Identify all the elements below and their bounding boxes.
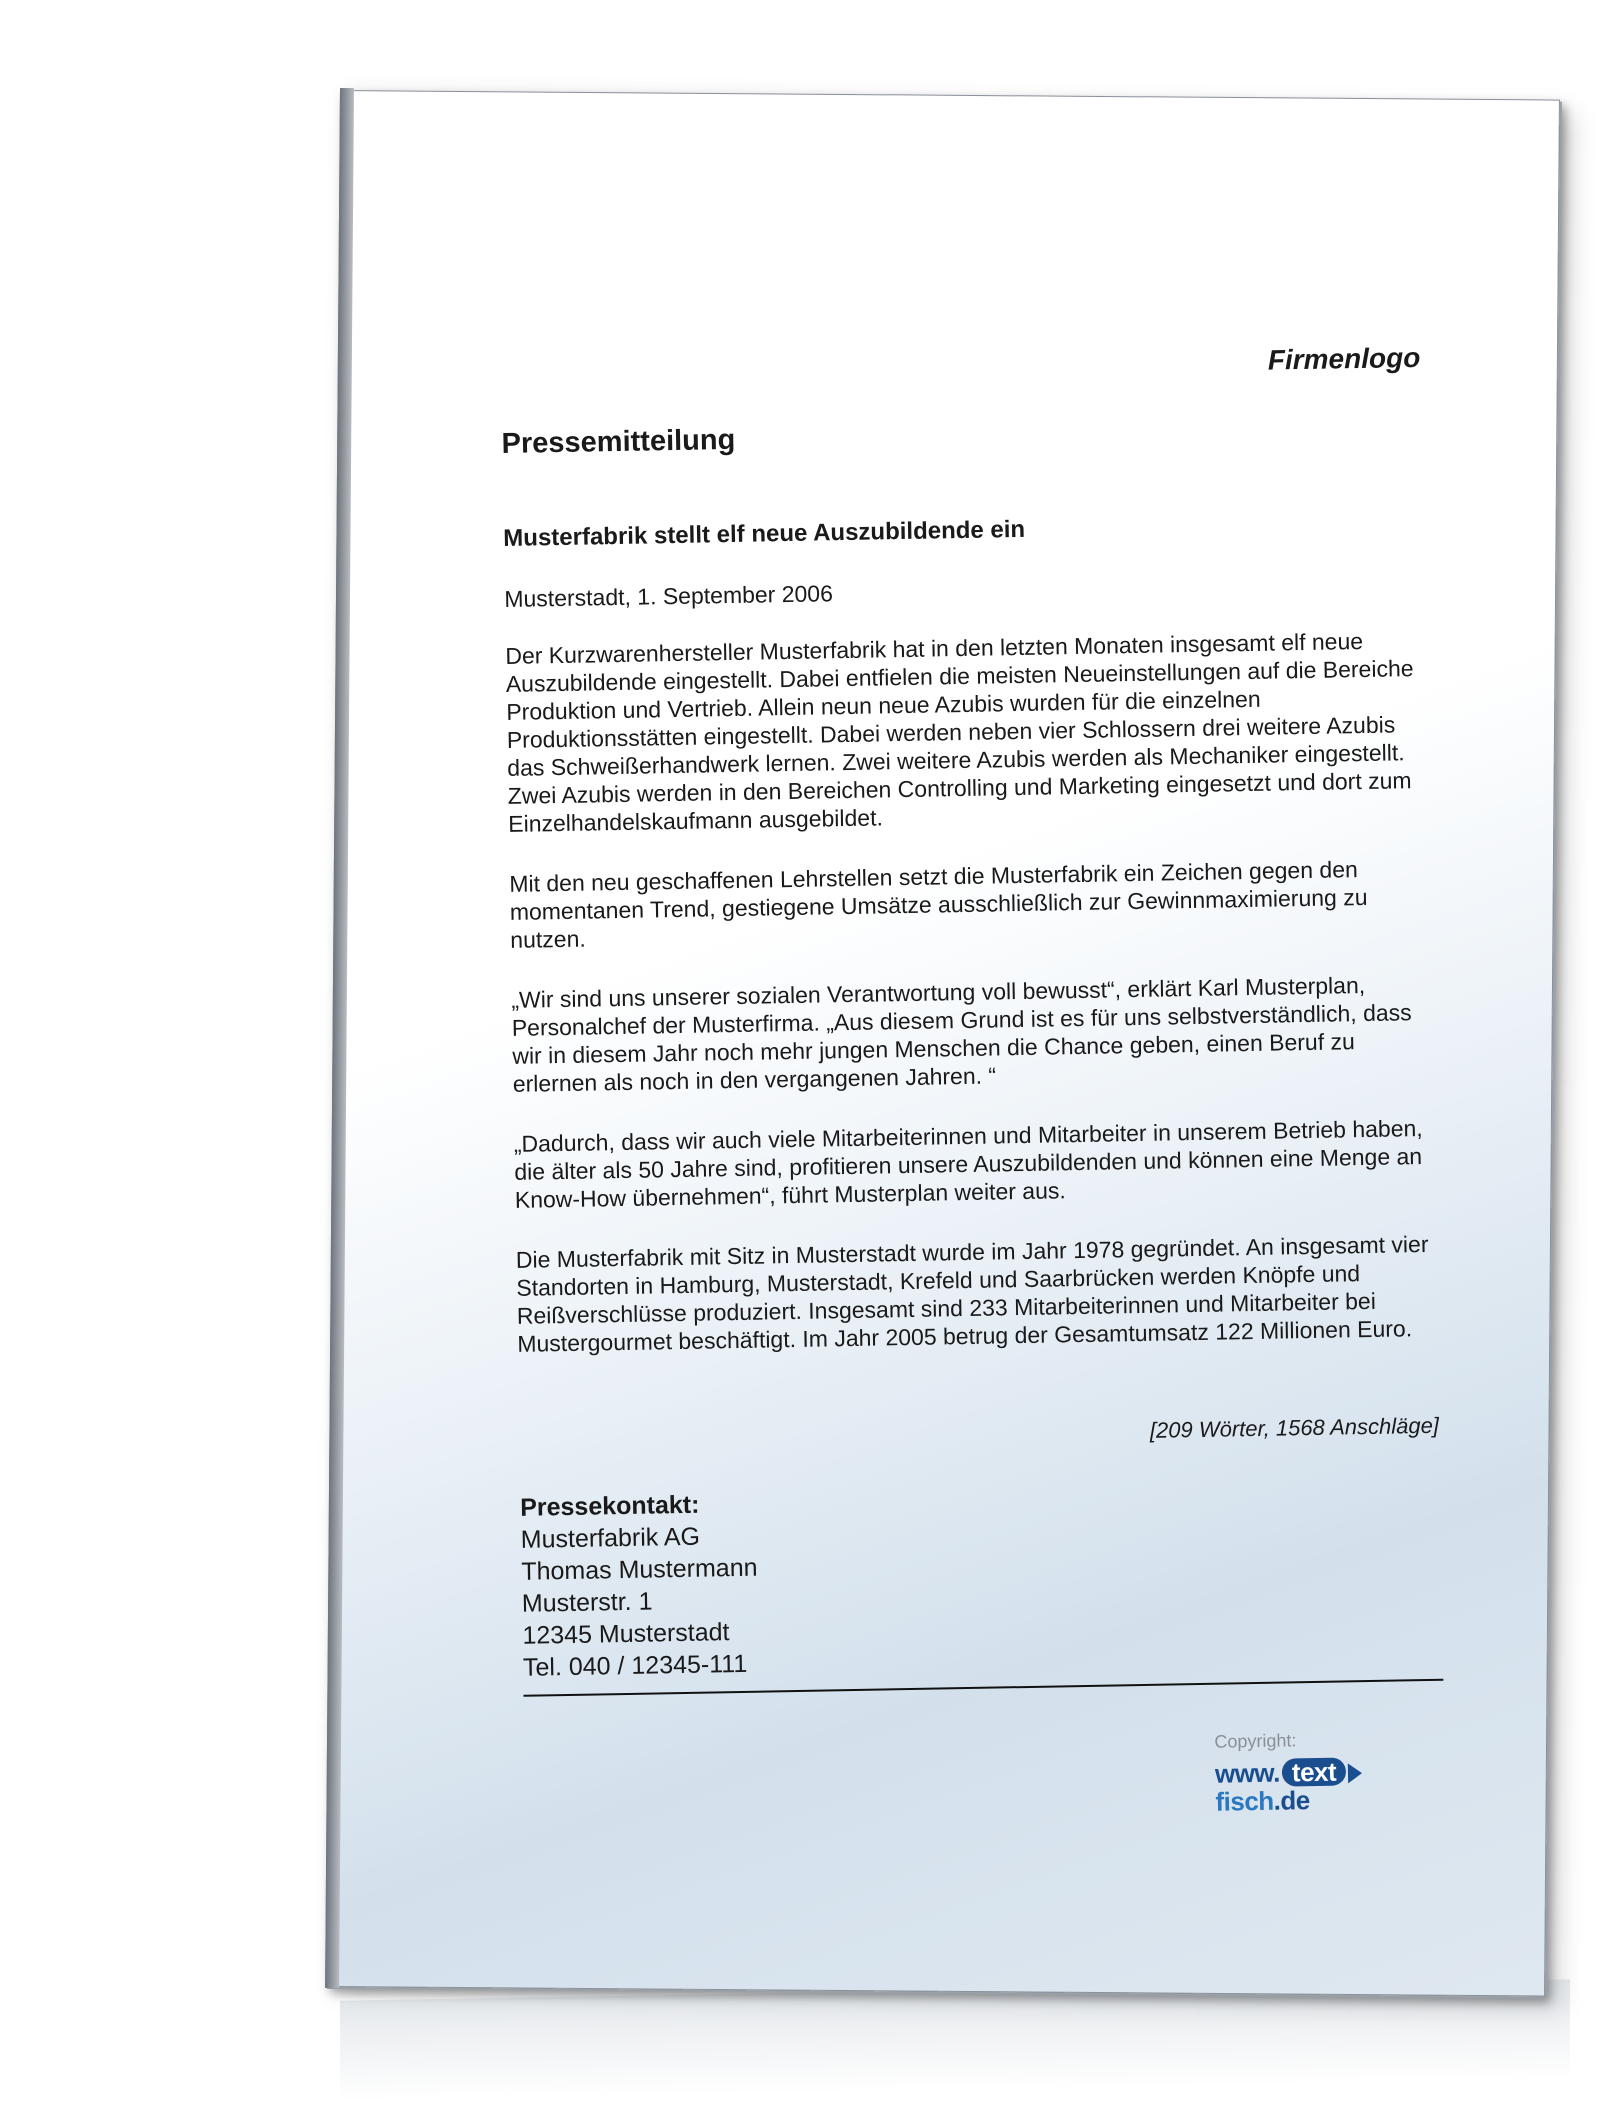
textfisch-logo	[1215, 1756, 1446, 1816]
body-paragraph: Mit den neu geschaffenen Lehrstellen setzt die Musterfabrik ein Zeichen gegen den momentanen Trend, gestiegene Umsätze ausschließlich zur Gewinnmaximierung zu nutzen.	[509, 856, 1368, 953]
brand-mid: fisch	[1215, 1785, 1274, 1817]
paper-reflection	[340, 1979, 1570, 2100]
body-paragraph: „Wir sind uns unserer sozialen Verantwortung voll bewusst“, erklärt Karl Musterplan, Personalchef der Musterfirma. „Aus diesem Grund ist es für uns selbstverständlich, dass wir in diesem Jahr noch mehr jungen Menschen die Chance geben, einen Beruf zu erlernen als noch in den vergangenen Jahren. “	[511, 972, 1412, 1097]
fish-icon	[1282, 1757, 1347, 1786]
press-contact	[520, 1488, 760, 1684]
press-body	[505, 626, 1438, 1390]
contact-title: Pressekontakt:	[519, 1490, 700, 1522]
word-count: [209 Wörter, 1568 Anschläge]	[1149, 1412, 1440, 1443]
contact-company: Musterfabrik AG	[520, 1522, 701, 1554]
body-paragraph: Die Musterfabrik mit Sitz in Musterstadt wurde im Jahr 1978 gegründet. An insgesamt vier Standorten in Hamburg, Musterstadt, Krefeld und Saarbrücken werden Knöpfe und Reißverschlüsse produziert. Insgesamt sind 233 Mitarbeiterinnen und Mitarbeiter bei Mustergourmet beschäftigt. Im Jahr 2005 betrug der Gesamtumsatz 122 Millionen Euro.	[515, 1230, 1429, 1357]
brand-fish-text: text	[1291, 1756, 1337, 1788]
body-paragraph: „Dadurch, dass wir auch viele Mitarbeiterinnen und Mitarbeiter in unserem Betrieb haben, die älter als 50 Jahre sind, profitieren unsere Auszubildenden und können eine Menge an Know-How übernehmen“, führt Musterplan weiter aus.	[513, 1115, 1423, 1213]
contact-phone: Tel. 040 / 12345-111	[522, 1649, 748, 1682]
copyright-label: Copyright:	[1214, 1730, 1297, 1752]
body-paragraph: Der Kurzwarenhersteller Musterfabrik hat in den letzten Monaten insgesamt elf neue Auszubildende eingestellt. Dabei entfielen die meisten Neueinstellungen auf die Bereiche Produktion und Vertrieb. Allein neun neue Azubis wurden für die einzelnen Produktionsstätten eingestellt. Dabei werden neben vier Schlossern drei weitere Azubis das Schweißerhandwerk lernen. Zwei weitere Azubis werden als Mechaniker eingestellt. Zwei Azubis werden in den Bereichen Controlling und Marketing eingesetzt und dort zum Einzelhandelskaufmann ausgebildet.	[505, 627, 1414, 837]
fish-tail-icon	[1348, 1763, 1362, 1783]
document-title: Pressemitteilung	[501, 423, 736, 460]
contact-person: Thomas Mustermann	[521, 1553, 758, 1586]
contact-street: Musterstr. 1	[521, 1587, 653, 1618]
press-headline: Musterfabrik stellt elf neue Auszubildende ein	[503, 515, 1026, 552]
contact-city: 12345 Musterstadt	[522, 1618, 730, 1650]
company-logo-placeholder: Firmenlogo	[1267, 341, 1421, 376]
brand-suffix: .de	[1273, 1785, 1310, 1816]
copyright-block	[1214, 1724, 1446, 1816]
brand-prefix: www.	[1214, 1757, 1281, 1789]
dateline: Musterstadt, 1. September 2006	[504, 580, 834, 612]
